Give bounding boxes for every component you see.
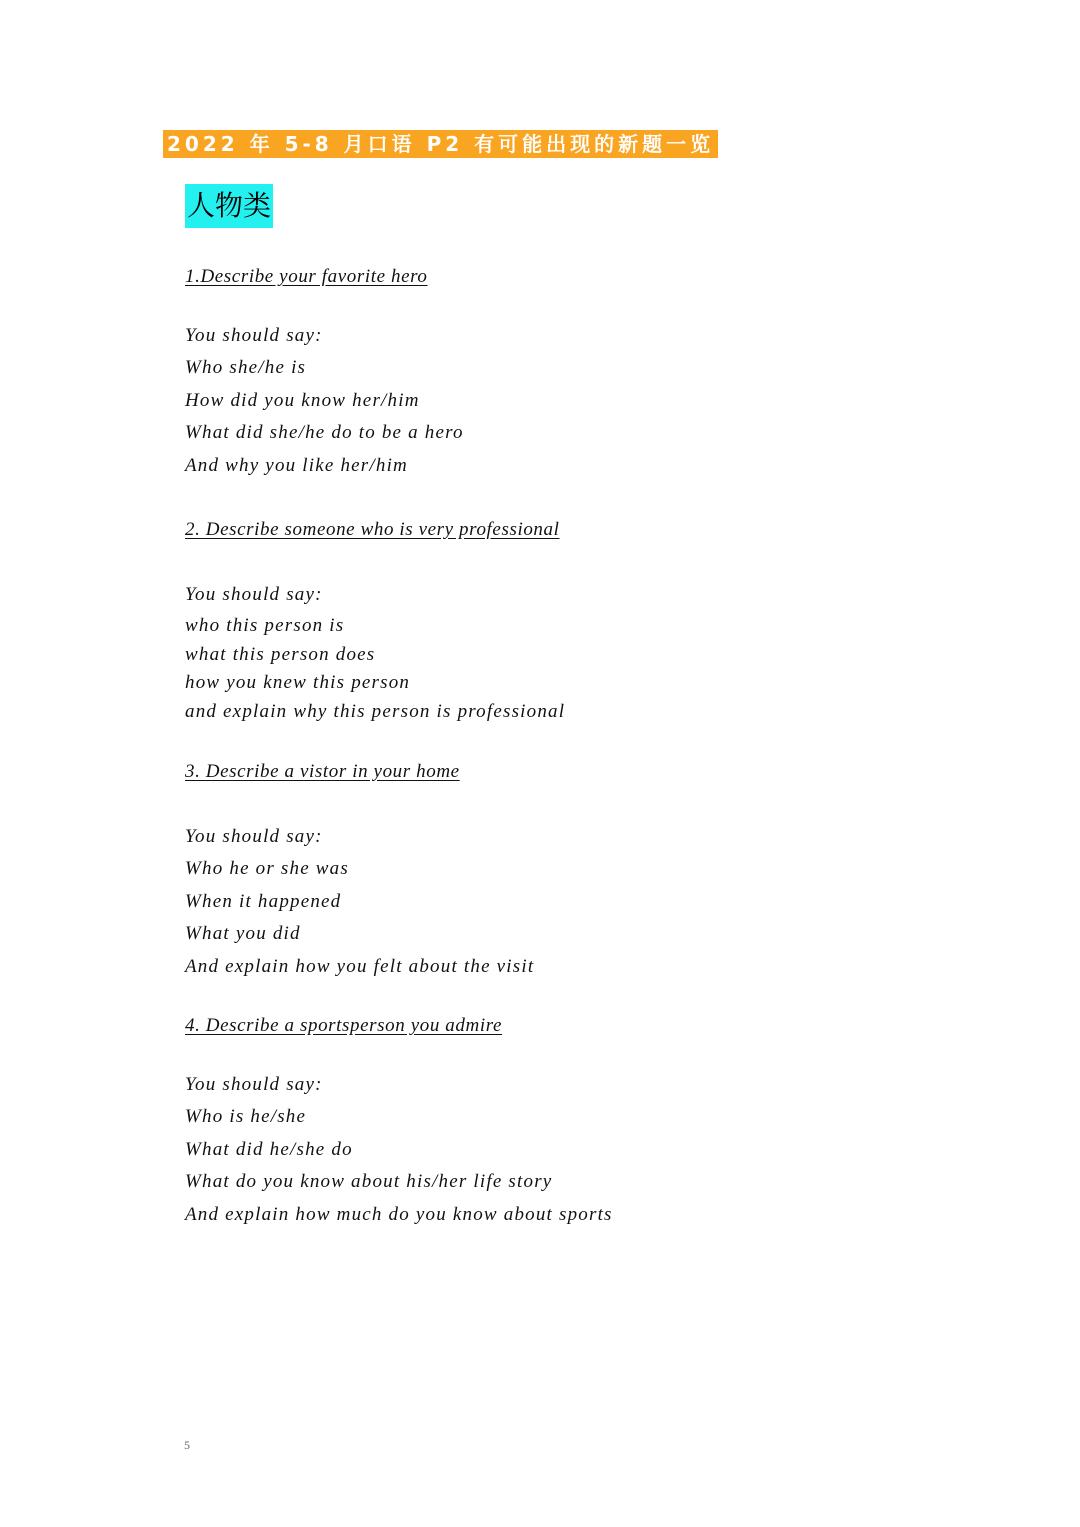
question-1-point-4: And why you like her/him [185,455,408,476]
question-3-prompt: You should say: [185,826,323,847]
question-3-title: 3. Describe a vistor in your home [185,761,460,782]
question-3-point-2: When it happened [185,891,342,912]
question-4-point-4: And explain how much do you know about sports [185,1204,613,1225]
question-3-point-4: And explain how you felt about the visit [185,956,535,977]
page-number: 5 [184,1438,190,1452]
question-2-point-1: who this person is [185,615,345,636]
question-4-point-3: What do you know about his/her life story [185,1171,553,1192]
question-2-point-2: what this person does [185,644,376,665]
question-1-point-1: Who she/he is [185,357,307,378]
question-1-point-3: What did she/he do to be a hero [185,422,464,443]
question-2-prompt: You should say: [185,584,323,605]
question-2-title: 2. Describe someone who is very professional [185,519,560,540]
question-1-title: 1.Describe your favorite hero [185,266,428,287]
question-4-point-1: Who is he/she [185,1106,307,1127]
category-heading: 人物类 [185,184,273,228]
question-2-point-4: and explain why this person is professional [185,701,566,722]
question-4-title: 4. Describe a sportsperson you admire [185,1015,503,1036]
document-title: 2022 年 5-8 月口语 P2 有可能出现的新题一览 [163,130,718,158]
question-3-point-3: What you did [185,923,301,944]
question-1-prompt: You should say: [185,325,323,346]
question-4-point-2: What did he/she do [185,1139,353,1160]
question-4-prompt: You should say: [185,1074,323,1095]
question-3-point-1: Who he or she was [185,858,349,879]
question-1-point-2: How did you know her/him [185,390,420,411]
question-2-point-3: how you knew this person [185,672,411,693]
